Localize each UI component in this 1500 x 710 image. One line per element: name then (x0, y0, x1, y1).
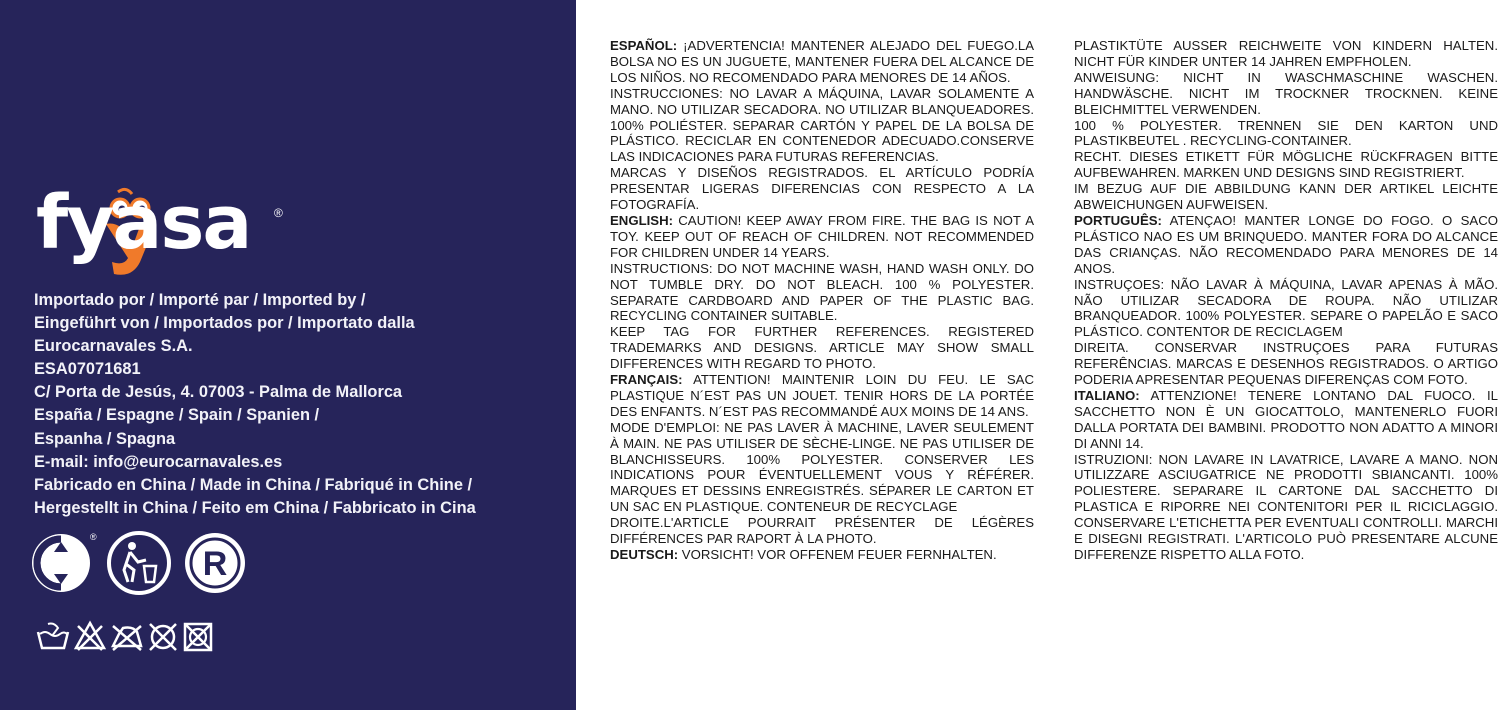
language-label: ENGLISH: (610, 212, 674, 228)
importer-line: Espanha / Spagna (34, 429, 176, 448)
importer-line: E-mail: info@eurocarnavales.es (34, 452, 283, 471)
french-instructions: MODE D'EMPLOI: NE PAS LAVER À MACHINE, LAVER SEULEMENT À MAIN. NE PAS UTILISER DE SÈCHE-LINGE. NE PAS UTILISER DE BLANCHISSEURS. 100% POLYESTER. CONSERVER LES INDICATIONS POUR ÉVENTUELLEMENT VOUS Y RÉFÉRER. MARQUES ET DESSINS ENREGISTRÉS. SÉPARER LE CARTON ET UN SAC EN PLASTIQUE. CONTENEUR DE RECYCLAGE (610, 419, 1034, 515)
english-instructions: INSTRUCTIONS: DO NOT MACHINE WASH, HAND WASH ONLY. DO NOT TUMBLE DRY. DO NOT BLEACH. 100 % POLYESTER. SEPARATE CARDBOARD AND PAPER OF THE PLASTIC BAG. RECYCLING CONTAINER SUITABLE. (610, 260, 1034, 324)
german-material: 100 % POLYESTER. TRENNEN SIE DEN KARTON UND PLASTIKBEUTEL . RECYCLING-CONTAINER. (1074, 117, 1498, 149)
importer-line: ESA07071681 (34, 360, 141, 379)
german-warning: DEUTSCH: VORSICHT! VOR OFFENEM FEUER FERNHALTEN. (610, 547, 997, 562)
brand-logo (36, 178, 296, 278)
registered-trademark-icon (180, 530, 250, 596)
portuguese-trademarks: DIREITA. CONSERVAR INSTRUÇOES PARA FUTURAS REFERÊNCIAS. MARCAS E DESENHOS REGISTRADOS. O ARTIGO PODERIA APRESENTAR PEQUENAS DIFERENÇAS COM FOTO. (1074, 340, 1498, 388)
care-symbols (36, 620, 216, 656)
german-photo-note: IM BEZUG AUF DIE ABBILDUNG KANN DER ARTIKEL LEICHTE ABWEICHUNGEN AUFWEISEN. (1074, 181, 1498, 213)
portuguese-instructions: INSTRUÇOES: NÃO LAVAR À MÁQUINA, LAVAR APENAS À MÃO. NÃO UTILIZAR SECADORA DE ROUPA. NÃO UTILIZAR BRANQUEADOR. 100% POLYESTER. SEPARE O PAPELÃO E SACO PLÁSTICO. CONTENTOR DE RECICLAGEM (1074, 276, 1498, 340)
english-trademarks: KEEP TAG FOR FURTHER REFERENCES. REGISTERED TRADEMARKS AND DESIGNS. ARTICLE MAY SHOW SMALL DIFFERENCES WITH REGARD TO PHOTO. (610, 324, 1034, 372)
green-dot-recycle-icon (30, 530, 96, 596)
importer-line: España / Espagne / Spain / Spanien / (34, 406, 320, 425)
portuguese-warning: PORTUGUÊS: ATENÇAO! MANTER LONGE DO FOGO. O SACO PLÁSTICO NAO ES UM BRINQUEDO. MANTER FORA DO ALCANCE DAS CRIANÇAS. NÃO RECOMENDADO PARA MENORES DE 14 ANOS. (1074, 212, 1498, 276)
importer-line: Eingeführt von / Importados por / Importato dalla (34, 314, 415, 333)
german-warning-cont: PLASTIKTÜTE AUSSER REICHWEITE VON KINDERN HALTEN. NICHT FÜR KINDER UNTER 14 JAHREN EMPFHOLEN. (1074, 38, 1498, 69)
tidyman-disposal-icon (104, 530, 174, 596)
importer-line: Hergestellt in China / Feito em China / Fabbricato in Cina (34, 498, 476, 517)
language-label: ITALIANO: (1074, 387, 1140, 403)
brand-panel (0, 0, 576, 710)
language-label: PORTUGUÊS: (1074, 212, 1162, 228)
german-instructions: ANWEISUNG: NICHT IN WASCHMASCHINE WASCHEN. HANDWÄSCHE. NICHT IM TROCKNER TROCKNEN. KEINE BLEICHMITTEL VERWENDEN. (1074, 69, 1498, 117)
importer-line: Importado por / Importé par / Imported by / (34, 291, 366, 309)
hand-wash-icon (36, 620, 70, 652)
no-iron-icon (109, 620, 145, 652)
label-text-column-1 (610, 38, 1034, 563)
no-bleach-icon (73, 620, 107, 652)
language-label: ESPAÑOL: (610, 38, 678, 53)
italian-warning: ITALIANO: ATTENZIONE! TENERE LONTANO DAL FUOCO. IL SACCHETTO NON È UN GIOCATTOLO, MANTENERLO FUORI DALLA PORTATA DEI BAMBINI. PRODOTTO NON ADATTO A MINORI DI ANNI 14. (1074, 387, 1498, 451)
spanish-instructions: INSTRUCCIONES: NO LAVAR A MÁQUINA, LAVAR SOLAMENTE A MANO. NO UTILIZAR SECADORA. NO UTILIZAR BLANQUEADORES. 100% POLIÉSTER. SEPARAR CARTÓN Y PAPEL DE LA BOLSA DE PLÁSTICO. RECICLAR EN CONTENEDOR ADECUADO.CONSERVE LAS INDICACIONES PARA FUTURAS REFERENCIAS. (610, 85, 1034, 165)
svg-text:R: R (202, 545, 228, 583)
logo-registered-mark: ® (274, 206, 283, 220)
importer-line: C/ Porta de Jesús, 4. 07003 - Palma de Mallorca (34, 383, 403, 402)
symbol-registered-mark: ® (90, 532, 97, 542)
importer-info (34, 289, 564, 520)
importer-line: Fabricado en China / Made in China / Fabriqué in Chine / (34, 475, 473, 494)
importer-line: Eurocarnavales S.A. (34, 337, 193, 356)
german-keep-tag: RECHT. DIESES ETIKETT FÜR MÖGLICHE RÜCKFRAGEN BITTE AUFBEWAHREN. MARKEN UND DESIGNS SIND REGISTRIERT. (1074, 149, 1498, 181)
compliance-symbols (30, 530, 260, 596)
italian-instructions: ISTRUZIONI: NON LAVARE IN LAVATRICE, LAVARE A MANO. NON UTILIZZARE ASCIUGATRICE NE PRODOTTI SBIANCANTI. 100% POLIESTERE. SEPARARE IL CARTONE DAL SACCHETTO DI PLASTICA E RIPORRE NEI CONTENITORI PER IL RICICLAGGIO. CONSERVARE L'ETICHETTA PER EVENTUALI CONTROLLI. MARCHI E DISEGNI REGISTRATI. L'ARTICOLO PUÒ PRESENTARE ALCUNE DIFFERENZE RISPETTO ALLA FOTO. (1074, 451, 1498, 562)
no-tumble-dry-icon (182, 620, 214, 652)
spanish-warning: ESPAÑOL: ¡ADVERTENCIA! MANTENER ALEJADO DEL FUEGO.LA BOLSA NO ES UN JUGUETE, MANTENER FUERA DEL ALCANCE DE LOS NIÑOS. NO RECOMENDADO PARA MENORES DE 14 AÑOS. (610, 38, 1034, 85)
no-dry-clean-icon (147, 620, 179, 652)
logo-wordmark: fyasa (36, 180, 251, 266)
english-warning: ENGLISH: CAUTION! KEEP AWAY FROM FIRE. THE BAG IS NOT A TOY. KEEP OUT OF REACH OF CHILDREN. NOT RECOMMENDED FOR CHILDREN UNDER 14 YEARS. (610, 212, 1034, 260)
language-label: FRANÇAIS: (610, 372, 683, 388)
french-trademarks: DROITE.L'ARTICLE POURRAIT PRÉSENTER DE LÉGÈRES DIFFÉRENCES PAR RAPORT À LA PHOTO. (610, 515, 1034, 547)
label-text-column-2 (1074, 38, 1498, 563)
language-label: DEUTSCH: (610, 547, 679, 562)
french-warning: FRANÇAIS: ATTENTION! MAINTENIR LOIN DU FEU. LE SAC PLASTIQUE N´EST PAS UN JOUET. TENIR HORS DE LA PORTÉE DES ENFANTS. N´EST PAS RECOMMANDÉ AUX MOINS DE 14 ANS. (610, 372, 1034, 419)
spanish-trademarks: MARCAS Y DISEÑOS REGISTRADOS. EL ARTÍCULO PODRÍA PRESENTAR LIGERAS DIFERENCIAS CON RESPECTO A LA FOTOGRAFÍA. (610, 165, 1034, 213)
